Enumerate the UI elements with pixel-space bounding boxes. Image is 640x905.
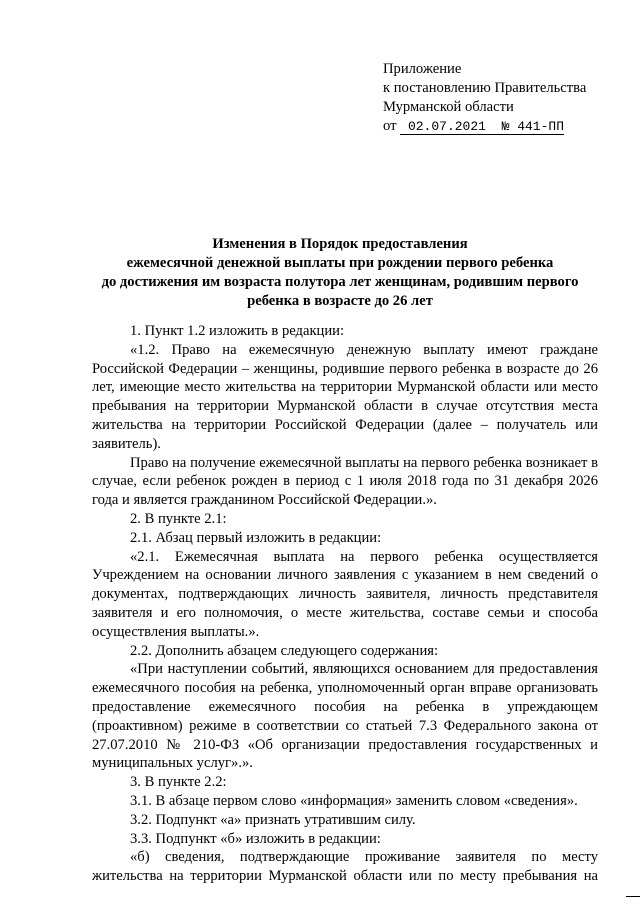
page-edge-mark [626,896,640,903]
title-line-4: ребенка в возрасте до 26 лет [247,293,433,309]
document-body [92,322,598,886]
appendix-line-2: к постановлению Правительства [383,80,587,96]
paragraph: Право на получение ежемесячной выплаты на первого ребенка возникает в случае, если ребенок рожден в период с 1 июля 2018 года по 31 декабря 2026 года и является гражданином Российской Федерации.». [92,454,598,509]
paragraph: 3.3. Подпункт «б» изложить в редакции: [130,830,381,847]
paragraph: 1. Пункт 1.2 изложить в редакции: [130,323,345,339]
paragraph: 2.1. Абзац первый изложить в редакции: [130,529,382,546]
title-line-3: до достижения им возраста полутора лет женщинам, родившим первого [101,274,579,290]
decree-date: 02.07.2021 [407,119,486,134]
paragraph: «2.1. Ежемесячная выплата на первого ребенка осуществляется Учреждением на основании личного заявления с указанием в нем сведений о документах, подтверждающих личность заявителя, личность представителя заявителя и его полномочия, о месте жительства, составе семьи и способа осуществления выплаты.». [92,548,598,640]
title-line-1: Изменения в Порядок предоставления [212,236,468,252]
paragraph: 3. В пункте 2.2: [130,774,227,791]
appendix-date-value [400,119,564,135]
title-line-2: ежемесячной денежной выплаты при рождении первого ребенка [126,255,554,271]
paragraph: «б) сведения, подтверждающие проживание заявителя по месту жительства на территории Мурманской области или по месту пребывания на [92,849,598,885]
paragraph: 3.2. Подпункт «а» признать утратившим силу. [130,811,416,828]
paragraph: «При наступлении событий, являющихся основанием для предоставления ежемесячного пособия на ребенка, уполномоченный орган вправе организовать предоставление ежемесячного пособия на ребенка в упреждающем (проактивном) режиме в соответствии со статьей 7.3 Федерального закона от 27.07.2010 № 210-ФЗ «Об организации предоставления государственных и муниципальных услуг».». [92,661,598,772]
appendix-block [383,60,586,136]
number-label: № [501,119,510,134]
appendix-line-3: Мурманской области [383,99,514,115]
paragraph: 2. В пункте 2.1: [130,510,227,527]
appendix-date-line [383,117,586,136]
decree-number: 441-ПП [517,119,565,134]
paragraph: 3.1. В абзаце первом слово «информация» заменить словом «сведения». [130,792,578,809]
appendix-line-1: Приложение [383,61,462,77]
paragraph: «1.2. Право на ежемесячную денежную выплату имеют граждане Российской Федерации – женщины, родившие первого ребенка в возрасте до 26 лет, имеющие место жительства на территории Мурманской области или место пребывания на территории Мурманской области в случае отсутствия места жительства на территории Российской Федерации (далее – получатель или заявитель). [92,341,598,452]
appendix-date-prefix: от [383,118,397,134]
document-title [80,235,600,311]
paragraph: 2.2. Дополнить абзацем следующего содержания: [130,642,439,659]
